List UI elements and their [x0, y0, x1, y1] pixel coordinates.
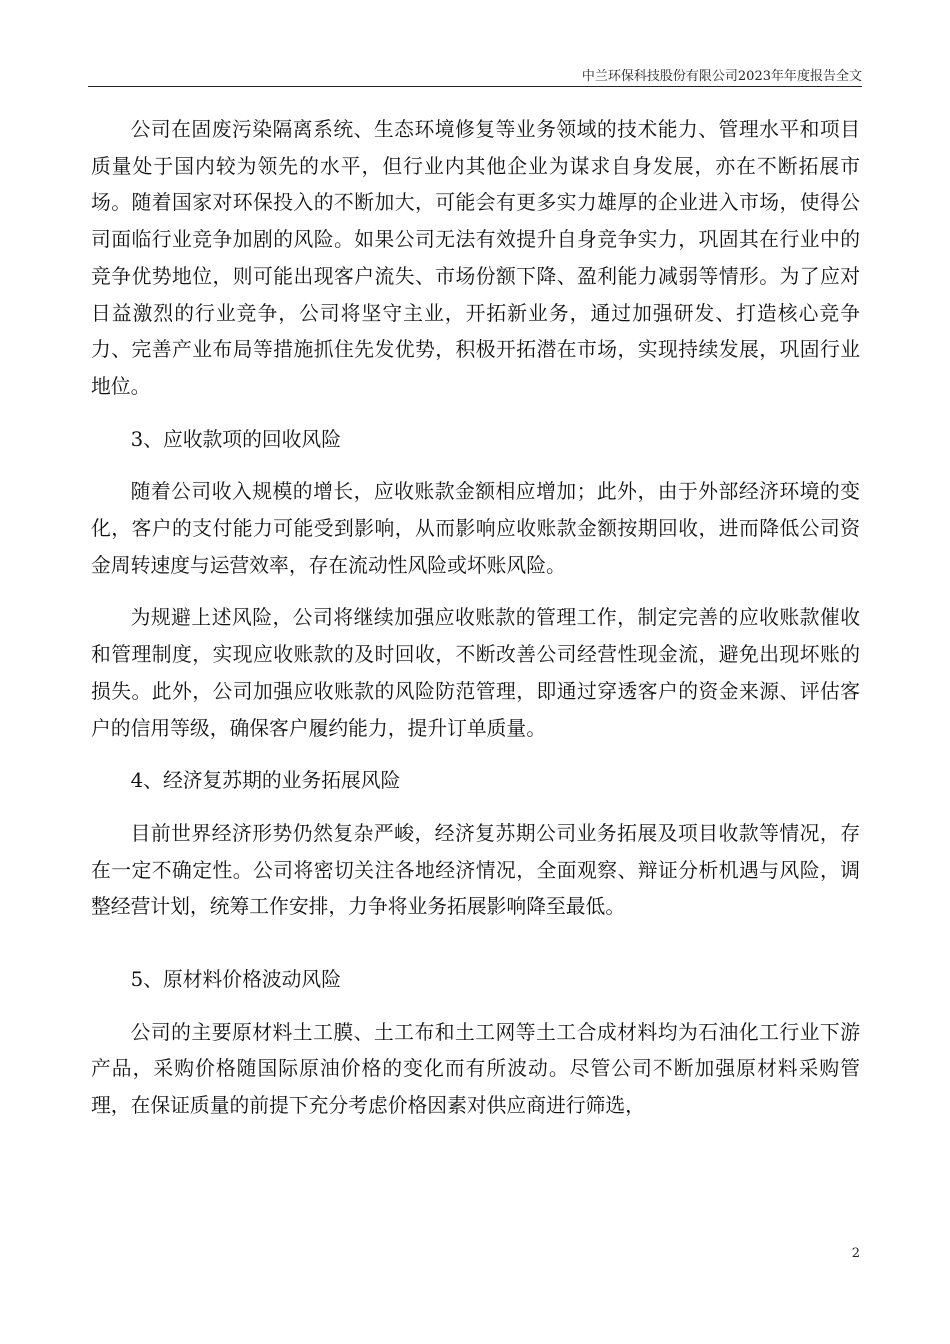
header-title: 中兰环保科技股份有限公司2023年年度报告全文 [581, 69, 862, 84]
document-body [91, 112, 860, 1125]
paragraph-recovery-risk: 目前世界经济形势仍然复杂严峻，经济复苏期公司业务拓展及项目收款等情况，存在一定不确定性。公司将密切关注各地经济情况，全面观察、辩证分析机遇与风险，调整经营计划，统筹工作安排，力争将业务拓展影响降至最低。 [91, 821, 860, 919]
paragraph-receivables-risk: 随着公司收入规模的增长，应收账款金额相应增加；此外，由于外部经济环境的变化，客户的支付能力可能受到影响，从而影响应收账款金额按期回收，进而降低公司资金周转速度与运营效率，存在流动性风险或坏账风险。 [91, 480, 860, 577]
section-heading-receivables-risk: 3、应收款项的回收风险 [130, 427, 341, 451]
section-heading-material-price-risk: 5、原材料价格波动风险 [130, 968, 341, 992]
paragraph-competition-risk: 公司在固废污染隔离系统、生态环境修复等业务领域的技术能力、管理水平和项目质量处于国内较为领先的水平，但行业内其他企业为谋求自身发展，亦在不断拓展市场。随着国家对环保投入的不断加大，可能会有更多实力雄厚的企业进入市场，使得公司面临行业竞争加剧的风险。如果公司无法有效提升自身竞争实力，巩固其在行业中的竞争优势地位，则可能出现客户流失、市场份额下降、盈利能力减弱等情形。为了应对日益激烈的行业竞争，公司将坚守主业，开拓新业务，通过加强研发、打造核心竞争力、完善产业布局等措施抓住先发优势，积极开拓潜在市场，实现持续发展，巩固行业地位。 [91, 118, 860, 398]
paragraph-material-price-risk: 公司的主要原材料土工膜、土工布和土工网等土工合成材料均为石油化工行业下游产品，采购价格随国际原油价格的变化而有所波动。尽管公司不断加强原材料采购管理，在保证质量的前提下充分考虑价格因素对供应商进行筛选， [91, 1020, 860, 1118]
page-header [88, 64, 862, 87]
section-heading-recovery-risk: 4、经济复苏期的业务拓展风险 [130, 769, 401, 793]
paragraph-receivables-measures: 为规避上述风险，公司将继续加强应收账款的管理工作，制定完善的应收账款催收和管理制度，实现应收账款的及时回收，不断改善公司经营性现金流，避免出现坏账的损失。此外，公司加强应收账款的风险防范管理，即通过穿透客户的资金来源、评估客户的信用等级，确保客户履约能力，提升订单质量。 [91, 606, 860, 740]
page-number: 2 [851, 1246, 860, 1261]
